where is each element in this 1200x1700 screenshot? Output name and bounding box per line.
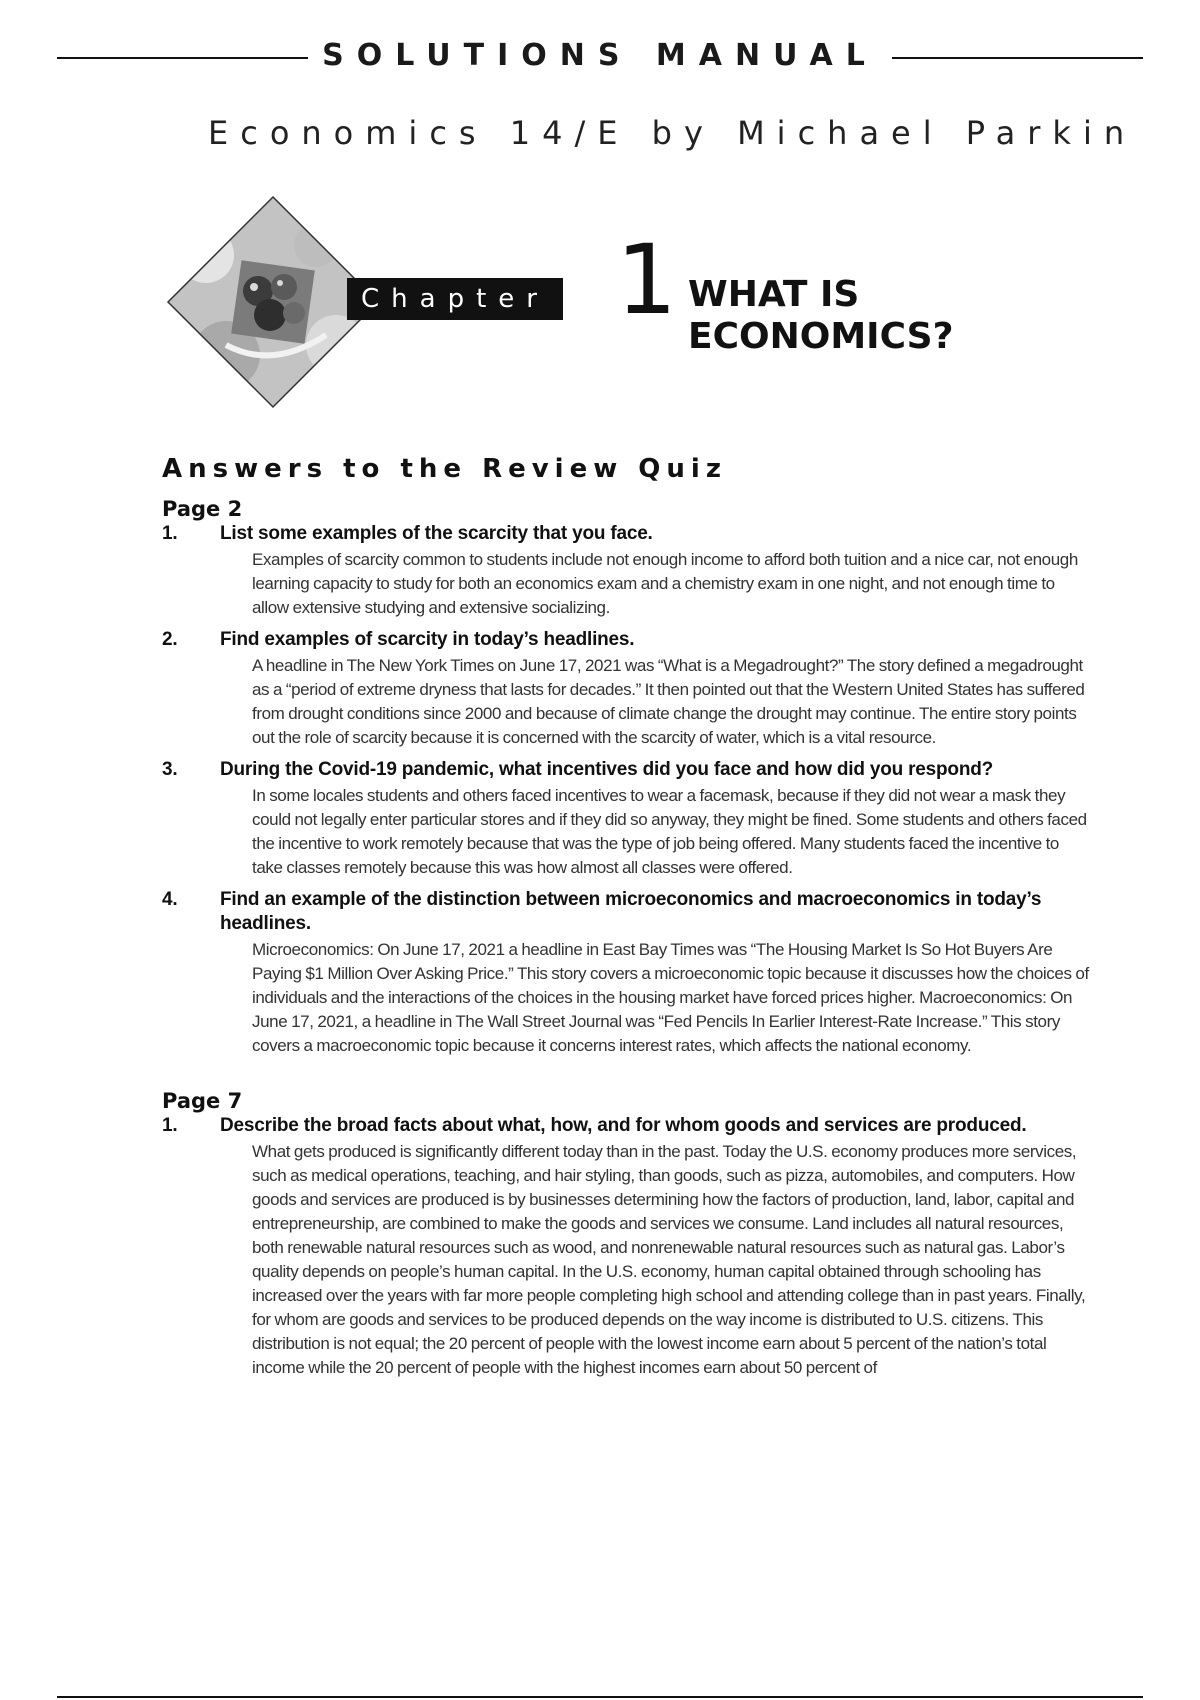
quiz-item [162,888,1092,1058]
quiz-item [162,758,1092,880]
quiz-item [162,1114,1092,1380]
question-number: 3. [162,759,178,780]
question-text: Describe the broad facts about what, how, and for whom goods and services are produced. [220,1115,1027,1136]
question-number: 4. [162,889,178,910]
question-text: Find examples of scarcity in today’s headlines. [220,629,635,650]
question-text: List some examples of the scarcity that you face. [220,523,653,544]
question-text: During the Covid-19 pandemic, what incentives did you face and how did you respond? [220,759,994,780]
chapter-title-line2: ECONOMICS? [688,316,954,357]
answer-text: In some locales students and others faced incentives to wear a facemask, because if they did not wear a mask they could not legally enter particular stores and if they did so anyway, they might be fined. Some students and others faced the incentive to work remotely because that was the type of job being offered. Many students faced the incentive to take classes remotely because this was how almost all classes were offered. [252,786,1087,877]
answer-text: Microeconomics: On June 17, 2021 a headline in East Bay Times was “The Housing Market Is So Hot Buyers Are Paying $1 Million Over Asking Price.” This story covers a microeconomic topic because it discusses how the choices of individuals and the interactions of the choices in the housing market have forced prices higher. Macroeconomics: On June 17, 2021, a headline in The Wall Street Journal was “Fed Pencils In Earlier Interest-Rate Increase.” This story covers a macroeconomic topic because it concerns interest rates, which affects the national economy. [252,940,1089,1055]
section-heading: Answers to the Review Quiz [162,454,727,484]
running-head-text: SOLUTIONS MANUAL [308,38,892,73]
question-text: Find an example of the distinction between microeconomics and macroeconomics in today’s headlines. [220,889,1042,934]
review-quiz-content [162,496,1092,1380]
quiz-item [162,628,1092,750]
running-head [0,38,1200,73]
answer-text: A headline in The New York Times on June 17, 2021 was “What is a Megadrought?” The story defined a megadrought as a “period of extreme dryness that lasts for decades.” It then pointed out that the Western United States has suffered from drought conditions since 2000 and because of climate change the drought may continue. The entire story points out the role of scarcity because it is concerned with the scarcity of water, which is a vital resource. [252,656,1085,747]
question-number: 1. [162,1115,178,1136]
chapter-title-line1: WHAT IS [688,274,860,315]
bottom-rule [57,1696,1143,1698]
answer-text: What gets produced is significantly different today than in the past. Today the U.S. economy produces more services, such as medical operations, teaching, and hair styling, than goods, such as pizza, automobiles, and computers. How goods and services are produced is by businesses determining how the factors of production, land, labor, capital and entrepreneurship, are combined to make the goods and services we consume. Land includes all natural resources, both renewable natural resources such as wood, and nonrenewable natural resources such as natural gas. Labor’s quality depends on people’s human capital. In the U.S. economy, human capital obtained through schooling has increased over the years with far more people completing high school and attending college than in past years. Finally, for whom are goods and services to be produced depends on the way income is distributed to U.S. citizens. This distribution is not equal; the 20 percent of people with the lowest income earn about 5 percent of the nation’s total income while the 20 percent of people with the highest incomes earn about 50 percent of [252,1142,1086,1377]
chapter-title [688,274,953,358]
page-heading: Page 7 [162,1089,243,1113]
page-heading: Page 2 [162,497,243,521]
answer-text: Examples of scarcity common to students include not enough income to afford both tuition and a nice car, not enough learning capacity to study for both an economics exam and a chemistry exam in one night, and not enough time to allow extensive studying and extensive socializing. [252,550,1078,617]
book-title: Economics 14/E by Michael Parkin [208,114,1137,152]
question-number: 1. [162,523,178,544]
question-number: 2. [162,629,178,650]
quiz-item [162,522,1092,620]
chapter-number: 1 [616,224,678,336]
chapter-label: Chapter [347,278,563,320]
